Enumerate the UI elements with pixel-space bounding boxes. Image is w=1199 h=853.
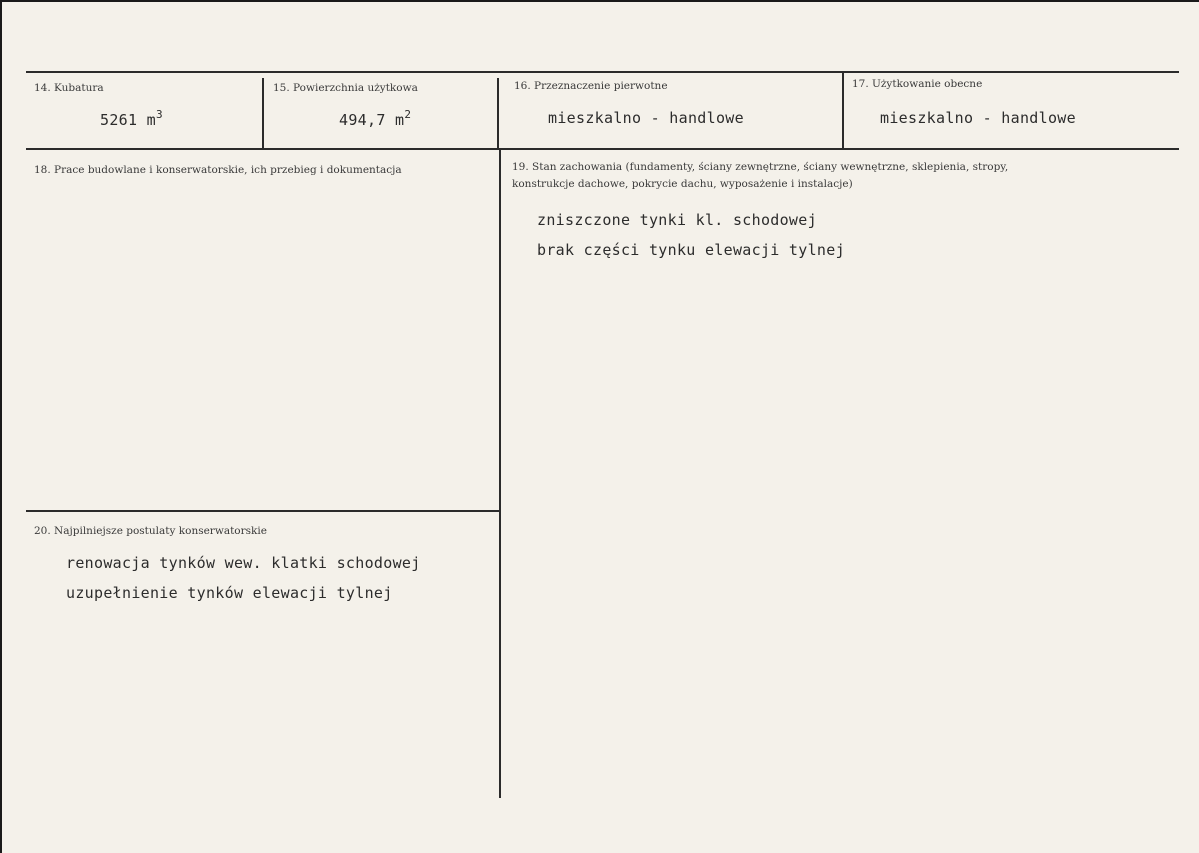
kubatura-number: 5261 m (100, 111, 156, 129)
stan-zachowania-label (512, 159, 1082, 193)
powierzchnia-label: 15. Powierzchnia użytkowa (273, 82, 418, 94)
rule-above-20 (26, 510, 500, 512)
powierzchnia-exponent: 2 (404, 108, 412, 121)
postulaty-label: 20. Najpilniejsze postulaty konserwatorskie (34, 525, 267, 537)
powierzchnia-value (339, 108, 411, 129)
stan-zachowania-line: zniszczone tynki kl. schodowej (537, 211, 817, 229)
postulaty-line: uzupełnienie tynków elewacji tylnej (66, 584, 393, 602)
przeznaczenie-label: 16. Przeznaczenie pierwotne (514, 80, 668, 92)
uzytkowanie-label: 17. Użytkowanie obecne (852, 78, 983, 90)
prace-budowlane-label: 18. Prace budowlane i konserwatorskie, ich przebieg i dokumentacja (34, 164, 402, 176)
postulaty-line: renowacja tynków wew. klatki schodowej (66, 554, 421, 572)
powierzchnia-number: 494,7 m (339, 111, 405, 129)
kubatura-exponent: 3 (156, 108, 163, 121)
top-rule (26, 71, 1179, 73)
divider-15-16 (497, 78, 499, 149)
stan-zachowania-label-line2: konstrukcje dachowe, pokrycie dachu, wyposażenie i instalacje) (512, 178, 853, 190)
main-vertical-divider (499, 150, 501, 798)
stan-zachowania-line: brak części tynku elewacji tylnej (537, 241, 845, 259)
postulaty-text (66, 548, 421, 608)
header-row-rule (26, 148, 1179, 150)
divider-14-15 (262, 78, 264, 149)
stan-zachowania-label-line1: 19. Stan zachowania (fundamenty, ściany zewnętrzne, ściany wewnętrzne, sklepienia, stropy, (512, 161, 1009, 173)
divider-16-17 (842, 72, 844, 149)
stan-zachowania-text (537, 205, 845, 265)
przeznaczenie-value: mieszkalno - handlowe (548, 109, 744, 127)
kubatura-value (100, 108, 163, 129)
kubatura-label: 14. Kubatura (34, 82, 104, 94)
uzytkowanie-value: mieszkalno - handlowe (880, 109, 1076, 127)
